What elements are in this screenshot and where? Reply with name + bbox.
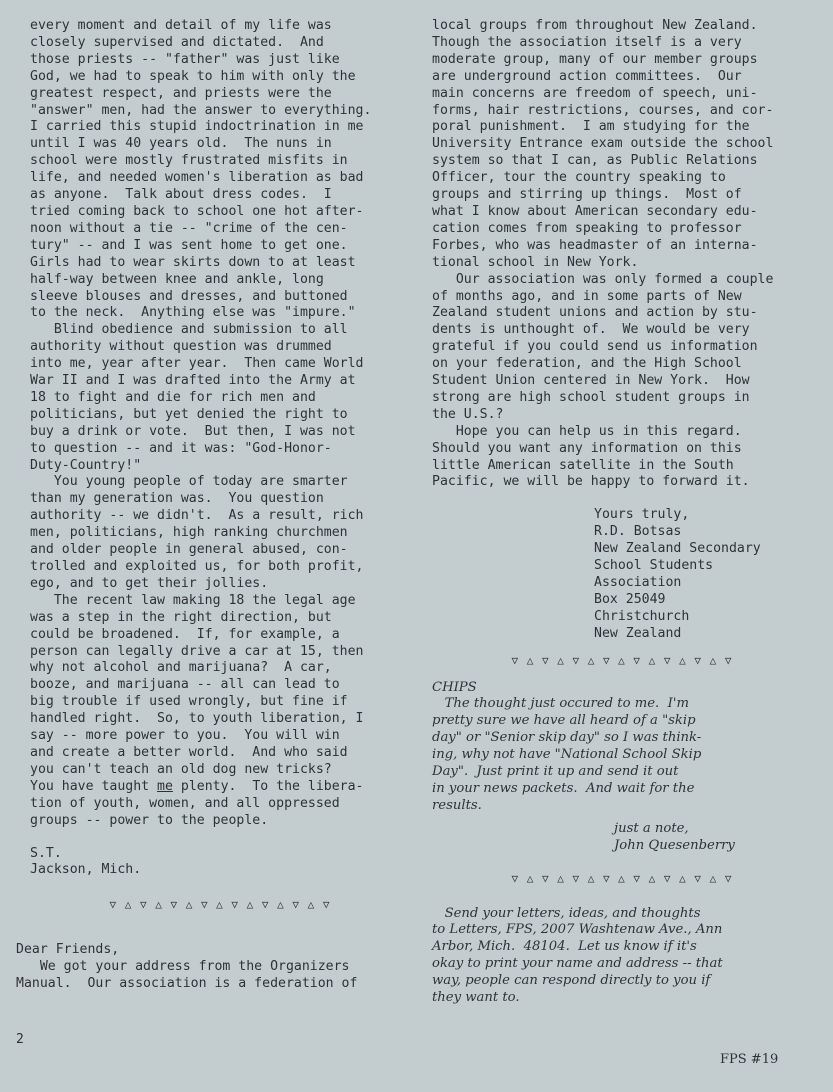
- text-line: Student Union centered in New York. How: [432, 373, 750, 389]
- text-line: strong are high school student groups in: [432, 389, 750, 405]
- text-line: booze, and marijuana -- all can lead to: [30, 677, 340, 693]
- text-line: every moment and detail of my life was: [30, 18, 332, 33]
- text-line: day" or "Senior skip day" so I was think-: [432, 730, 702, 746]
- text-line: We got your address from the Organizers: [16, 959, 350, 975]
- text-line: men, politicians, high ranking churchmen: [30, 525, 348, 541]
- text-line: ing, why not have "National School Skip: [432, 747, 702, 763]
- text-line: to question -- and it was: "God-Honor-: [30, 440, 332, 456]
- text-line: University Entrance exam outside the school: [432, 136, 774, 152]
- text-line: half-way between knee and ankle, long: [30, 271, 324, 287]
- letter-nz-continued: [432, 18, 812, 491]
- text-line: politicians, but yet denied the right to: [30, 406, 348, 422]
- text-line: authority without question was drummed: [30, 339, 332, 355]
- text-line: main concerns are freedom of speech, uni-: [432, 85, 758, 101]
- text-line: Though the association itself is a very: [432, 34, 742, 50]
- text-line: big trouble if used wrongly, but fine if: [30, 694, 348, 710]
- text-line: was a step in the right direction, but: [30, 609, 332, 625]
- text-line: as anyone. Talk about dress codes. I: [30, 187, 332, 203]
- letter-st: [30, 18, 410, 779]
- text-line: closely supervised and dictated. And: [30, 34, 324, 50]
- text-line: groups and stirring up things. Most of: [432, 187, 742, 203]
- text-line: tion of youth, women, and all oppressed: [30, 795, 340, 811]
- text-line: Box 25049: [594, 591, 666, 607]
- text-line: person can legally drive a car at 15, then: [30, 643, 364, 659]
- text-line: R.D. Botsas: [594, 524, 682, 540]
- send-letters-text: [432, 906, 812, 1007]
- text-line: Girls had to wear skirts down to at least: [30, 254, 356, 270]
- text-line: to the neck. Anything else was "impure.": [30, 305, 356, 321]
- underlined-word: me: [157, 778, 173, 794]
- text-line: tury" -- and I was sent home to get one.: [30, 237, 348, 253]
- text-line: I carried this stupid indoctrination in me: [30, 119, 364, 135]
- text-line: greatest respect, and priests were the: [30, 85, 332, 101]
- text-line: New Zealand: [594, 625, 682, 641]
- text-line: Should you want any information on this: [432, 440, 742, 456]
- text-line: handled right. So, to youth liberation, I: [30, 711, 364, 727]
- text-line: ego, and to get their jollies.: [30, 575, 269, 591]
- text-line: could be broadened. If, for example, a: [30, 626, 340, 642]
- text-line: Manual. Our association is a federation of: [16, 976, 358, 992]
- text-line: School Students: [594, 558, 714, 574]
- text-line: life, and needed women's liberation as bad: [30, 170, 364, 186]
- text-line: Arbor, Mich. 48104. Let us know if it's: [432, 939, 697, 955]
- text-line: you can't teach an old dog new tricks?: [30, 761, 332, 777]
- text-line: are underground action committees. Our: [432, 68, 742, 84]
- text-line: 18 to fight and die for rich men and: [30, 389, 316, 405]
- text-line: results.: [432, 797, 482, 813]
- text-line: the U.S.?: [432, 406, 504, 422]
- text-line: pretty sure we have all heard of a "skip: [432, 713, 696, 729]
- text-line: what I know about American secondary edu-: [432, 203, 758, 219]
- text-line: way, people can respond directly to you if: [432, 973, 711, 989]
- text-line: Zealand student unions and action by stu-: [432, 305, 758, 321]
- text-line: War II and I was drafted into the Army at: [30, 373, 356, 389]
- text-line: New Zealand Secondary: [594, 541, 761, 557]
- text-line: moderate group, many of our member groups: [432, 51, 758, 67]
- text-line: noon without a tie -- "crime of the cen-: [30, 220, 348, 236]
- text-line: groups -- power to the people.: [30, 812, 269, 828]
- chips-text: [432, 696, 812, 814]
- text-line: into me, year after year. Then came World: [30, 356, 364, 372]
- text-line: system so that I can, as Public Relations: [432, 153, 758, 169]
- text-line: Blind obedience and submission to all: [30, 322, 348, 338]
- text-line: sleeve blouses and dresses, and buttoned: [30, 288, 348, 304]
- text-line: "answer" men, had the answer to everything.: [30, 102, 372, 118]
- text-line: authority -- we didn't. As a result, rich: [30, 508, 364, 524]
- text-line: Yours truly,: [594, 507, 690, 523]
- text-line: to Letters, FPS, 2007 Washtenaw Ave., Ann: [432, 922, 723, 938]
- text-line: local groups from throughout New Zealand.: [432, 18, 758, 33]
- text-line: on your federation, and the High School: [432, 356, 742, 372]
- text-line: Our association was only formed a couple: [432, 271, 774, 287]
- letter-nz-start: [16, 959, 410, 993]
- text-line: Hope you can help us in this regard.: [432, 423, 742, 439]
- text-line: okay to print your name and address -- that: [432, 956, 723, 972]
- text-line: The thought just occured to me. I'm: [432, 696, 689, 712]
- chips-heading: CHIPS: [432, 679, 477, 695]
- text-line: those priests -- "father" was just like: [30, 51, 340, 67]
- text-line: in your news packets. And wait for the: [432, 780, 695, 796]
- text-line: Officer, tour the country speaking to: [432, 170, 726, 186]
- text-line: poral punishment. I am studying for the: [432, 119, 750, 135]
- signature-initials: S.T.: [30, 845, 62, 861]
- text-line: Send your letters, ideas, and thoughts: [432, 905, 701, 921]
- text-line: forms, hair restrictions, courses, and cor-: [432, 102, 774, 118]
- divider: ▽ △ ▽ △ ▽ △ ▽ △ ▽ △ ▽ △ ▽ △ ▽: [109, 898, 331, 912]
- text-line: You young people of today are smarter: [30, 474, 348, 490]
- text-line: until I was 40 years old. The nuns in: [30, 136, 332, 152]
- text-line: The recent law making 18 the legal age: [30, 592, 356, 608]
- footer-issue: FPS #19: [720, 1052, 779, 1067]
- text-line: trolled and exploited us, for both profit,: [30, 559, 364, 574]
- text-line: Day". Just print it up and send it out: [432, 764, 679, 780]
- divider: ▽ △ ▽ △ ▽ △ ▽ △ ▽ △ ▽ △ ▽ △ ▽: [511, 653, 733, 667]
- text-line: say -- more power to you. You will win: [30, 728, 340, 744]
- text-line: Christchurch: [594, 608, 690, 624]
- text-line: grateful if you could send us information: [432, 339, 758, 355]
- text-line: tried coming back to school one hot after-: [30, 203, 364, 219]
- right-column: [432, 18, 812, 1007]
- text-line: dents is unthought of. We would be very: [432, 322, 750, 338]
- text-line: Pacific, we will be happy to forward it.: [432, 474, 750, 490]
- left-column: [16, 18, 410, 993]
- text-line: Forbes, who was headmaster of an interna-: [432, 237, 758, 253]
- text-line: buy a drink or vote. But then, I was not: [30, 423, 356, 439]
- divider: ▽ △ ▽ △ ▽ △ ▽ △ ▽ △ ▽ △ ▽ △ ▽: [511, 871, 733, 885]
- chips-sign-1: just a note,: [614, 820, 689, 836]
- greeting: Dear Friends,: [16, 942, 120, 958]
- text-line: Duty-Country!": [30, 457, 142, 473]
- signature-block: [594, 507, 812, 642]
- text-line: tional school in New York.: [432, 254, 639, 270]
- text-line: than my generation was. You question: [30, 491, 324, 507]
- text-line: why not alcohol and marijuana? A car,: [30, 660, 332, 676]
- text-line: and older people in general abused, con-: [30, 542, 348, 558]
- text-line: God, we had to speak to him with only the: [30, 68, 356, 84]
- text-line: cation comes from speaking to professor: [432, 220, 742, 236]
- text-line: and create a better world. And who said: [30, 744, 348, 760]
- page-number: 2: [16, 1032, 24, 1047]
- text-line: Association: [594, 575, 682, 590]
- letter-line: You have taught me plenty. To the libera-: [30, 778, 364, 794]
- signature-location: Jackson, Mich.: [30, 862, 142, 878]
- text-line: of months ago, and in some parts of New: [432, 288, 742, 304]
- text-line: little American satellite in the South: [432, 457, 734, 473]
- text-line: school were mostly frustrated misfits in: [30, 153, 348, 169]
- text-line: they want to.: [432, 990, 520, 1006]
- chips-sign-2: John Quesenberry: [614, 837, 735, 853]
